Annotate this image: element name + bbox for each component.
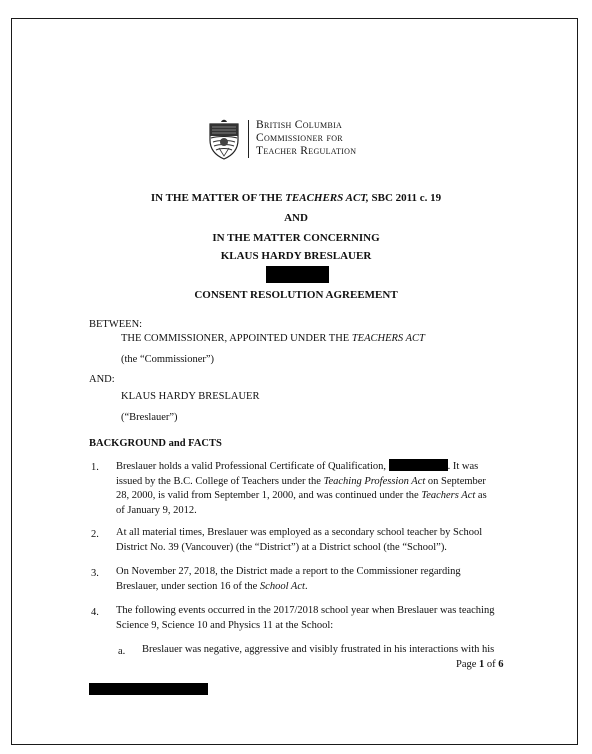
party-breslauer: KLAUS HARDY BRESLAUER [121, 391, 260, 402]
paragraph-2-number: 2. [91, 529, 99, 540]
paragraph-4-line-1: The following events occurred in the 2017/2018 school year when Breslauer was teaching [116, 605, 495, 616]
heading-line-1-act: TEACHERS ACT, [285, 192, 369, 204]
paragraph-3-act: School Act [259, 580, 305, 592]
page-number-prefix: Page [456, 659, 480, 670]
logo-line-2: Commissioner for [256, 132, 343, 144]
party-commissioner [121, 332, 425, 345]
between-label: BETWEEN: [89, 319, 143, 330]
paragraph-1-line-1a: Breslauer holds a valid Professional Certificate of Qualification, [116, 461, 389, 472]
page-number-total: 6 [498, 659, 504, 670]
logo-wordmark [256, 119, 356, 158]
paragraph-1-act-2: Teachers Act [421, 490, 476, 501]
bc-coat-of-arms-icon [207, 118, 241, 160]
party-commissioner-act: TEACHERS ACT [351, 333, 425, 344]
heading-line-3: IN THE MATTER CONCERNING [212, 232, 380, 244]
paragraph-3-line-1: On November 27, 2018, the District made a report to the Commissioner regarding [116, 566, 461, 577]
paragraph-4 [116, 604, 512, 633]
paragraph-1-number: 1. [91, 462, 99, 473]
party-commissioner-text: THE COMMISSIONER, APPOINTED UNDER THE [121, 333, 352, 344]
heading-line-1 [0, 192, 592, 204]
document-title: CONSENT RESOLUTION AGREEMENT [194, 289, 398, 301]
heading-and: AND [284, 212, 308, 224]
section-title: BACKGROUND and FACTS [89, 438, 222, 449]
paragraph-1-line-2a: issued by the B.C. College of Teachers under the [116, 475, 324, 487]
subparagraph-a-text: Breslauer was negative, aggressive and visibly frustrated in his interactions with his [142, 644, 495, 655]
redaction-box-footer [89, 683, 208, 695]
page-number [456, 658, 504, 671]
paragraph-1-line-1b: . It was [447, 461, 479, 472]
paragraph-3 [116, 565, 512, 594]
heading-line-4: KLAUS HARDY BRESLAUER [220, 250, 372, 262]
page-number-of: of [484, 659, 499, 670]
paragraph-1-line-3b: as [475, 490, 487, 501]
redaction-box-certificate [389, 459, 448, 471]
party-commissioner-alias: (the “Commissioner”) [121, 354, 215, 365]
logo-divider [248, 120, 249, 158]
redaction-box-heading [266, 266, 329, 283]
party-breslauer-alias: (“Breslauer”) [121, 412, 178, 423]
heading-line-1-prefix: IN THE MATTER OF THE [150, 192, 286, 204]
paragraph-2 [116, 526, 512, 555]
logo-line-1: British Columbia [256, 119, 343, 131]
paragraph-4-line-2: Science 9, Science 10 and Physics 11 at the School: [116, 619, 334, 631]
paragraph-3-line-2b: . [304, 580, 308, 592]
paragraph-1-line-2b: on September [425, 475, 486, 487]
and-label: AND: [89, 374, 115, 385]
paragraph-2-line-2: District No. 39 (Vancouver) (the “District”) at a District school (the “School”). [116, 541, 447, 553]
paragraph-1-act-1: Teaching Profession Act [323, 475, 426, 487]
heading-line-1-suffix: SBC 2011 c. 19 [368, 192, 442, 204]
paragraph-1-line-3a: 28, 2000, is valid from September 1, 2000, and was continued under the [116, 490, 422, 501]
paragraph-1 [116, 459, 512, 518]
paragraph-4-number: 4. [91, 607, 99, 618]
paragraph-3-line-2a: Breslauer, under section 16 of the [116, 580, 260, 592]
paragraph-2-line-1: At all material times, Breslauer was employed as a secondary school teacher by School [116, 527, 483, 538]
page-number-current: 1 [479, 659, 485, 670]
paragraph-3-number: 3. [91, 568, 99, 579]
paragraph-1-line-4: of January 9, 2012. [116, 504, 197, 516]
logo-line-3: Teacher Regulation [256, 145, 357, 157]
subparagraph-a-letter: a. [118, 646, 126, 657]
